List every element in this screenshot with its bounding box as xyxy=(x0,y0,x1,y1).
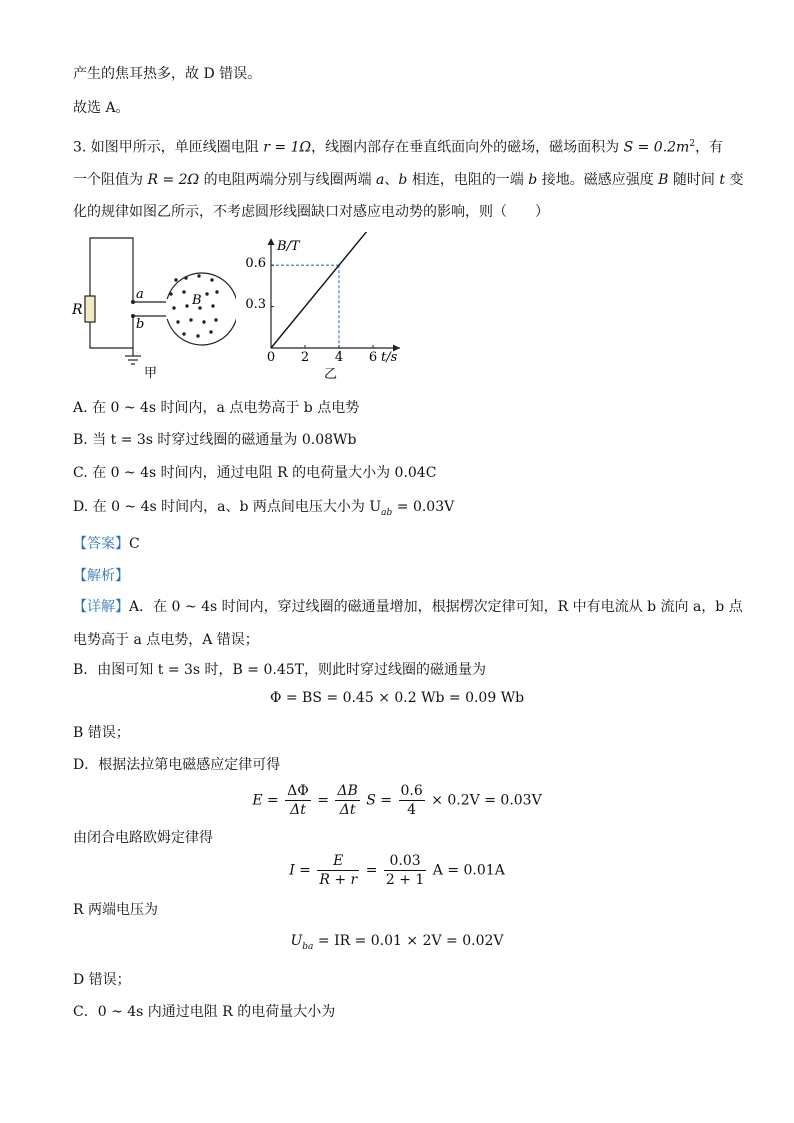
option-d: D. 在 0 ~ 4s 时间内，a、b 两点间电压大小为 $U_{ab} = 0.03V$ xyxy=(73,499,455,518)
solution-line: D．根据法拉第电磁感应定律可得 xyxy=(73,757,281,773)
equation-current: I = $\frac{E}{R + r}$ = $\frac{0.03}{2 + 1}$ A = 0.01A xyxy=(289,853,505,888)
option-c: C. 在 0 ~ 4s 时间内，通过电阻 R 的电荷量大小为 0.04C xyxy=(73,465,437,481)
tick-label-y-0.3: 0.3 xyxy=(245,297,266,312)
label-R: R xyxy=(72,302,83,318)
field-dot xyxy=(202,320,205,323)
field-dot xyxy=(209,330,212,333)
label-b: b xyxy=(136,317,145,332)
field-dot xyxy=(197,274,200,277)
answer-label: 【答案】 xyxy=(73,536,129,552)
tick-label-x-2: 2 xyxy=(300,350,310,365)
solution-line: D 错误； xyxy=(73,972,131,988)
field-dot xyxy=(211,304,214,307)
solution-line: B 错误； xyxy=(73,725,130,741)
question-line: 化的规律如图乙所示，不考虑圆形线圈缺口对感应电动势的影响，则（ ） xyxy=(73,204,549,220)
label-B: B xyxy=(192,293,202,308)
field-dot xyxy=(189,318,192,321)
field-dot xyxy=(182,290,185,293)
option-b: B. 当 t = 3s 时穿过线圈的磁通量为 0.08Wb xyxy=(73,432,357,448)
bt-chart xyxy=(240,232,410,384)
detail-label: 【详解】 xyxy=(73,599,129,615)
tick-label-x-0: 0 xyxy=(266,350,276,365)
label-jia: 甲 xyxy=(144,366,158,381)
option-a: A. 在 0 ~ 4s 时间内，a 点电势高于 b 点电势 xyxy=(73,400,360,416)
field-dot xyxy=(184,276,187,279)
solution-line: 由闭合电路欧姆定律得 xyxy=(73,830,213,846)
field-dot xyxy=(176,320,179,323)
field-dot xyxy=(182,332,185,335)
text-line: 产生的焦耳热多，故 D 错误。 xyxy=(73,66,262,82)
tick-label-x-4: 4 xyxy=(334,350,344,365)
label-yi: 乙 xyxy=(324,367,338,382)
field-dot xyxy=(205,292,208,295)
field-dot xyxy=(169,292,172,295)
field-dot xyxy=(210,278,213,281)
field-dot xyxy=(172,306,175,309)
y-axis-label: B/T xyxy=(277,239,300,254)
answer-value: C xyxy=(129,536,140,552)
question-line: 一个阻值为 R = 2Ω 的电阻两端分别与线圈两端 a、b 相连，电阻的一端 b 接地。磁感应强度 B 随时间 t 变 xyxy=(73,172,744,188)
field-dot xyxy=(174,278,177,281)
question-line: 3. 如图甲所示，单匝线圈电阻 r = 1Ω，线圈内部存在垂直纸面向外的磁场，磁场面积为 $S = 0.2m^2$，有 xyxy=(73,139,724,156)
field-dot xyxy=(185,304,188,307)
solution-line: B．由图可知 t = 3s 时，B = 0.45T，则此时穿过线圈的磁通量为 xyxy=(73,662,486,678)
field-dot xyxy=(196,334,199,337)
solution-line: R 两端电压为 xyxy=(73,902,158,918)
solution-line: C．0 ~ 4s 内通过电阻 R 的电荷量大小为 xyxy=(73,1004,336,1020)
label-a: a xyxy=(136,287,144,302)
circuit-figure xyxy=(66,228,236,388)
field-dot xyxy=(214,318,217,321)
resistor xyxy=(85,296,95,322)
tick-label-y-0.6: 0.6 xyxy=(245,256,266,271)
equation-flux: Φ = BS = 0.45 × 0.2 Wb = 0.09 Wb xyxy=(269,690,525,706)
x-axis-label: t/s xyxy=(381,350,398,365)
tick-label-x-6: 6 xyxy=(368,350,378,365)
equation-voltage: $U_{ba}$ = IR = 0.01 × 2V = 0.02V xyxy=(290,933,504,952)
field-dot xyxy=(215,290,218,293)
analysis-label: 【解析】 xyxy=(73,568,129,584)
equation-emf: E = $\frac{\Delta\Phi}{\Delta t}$ = $\frac{\Delta B}{\Delta t}$ S = $\frac{0.6}{4}$ × 0.2V = 0.03V xyxy=(252,783,542,818)
solution-line: 电势高于 a 点电势，A 错误； xyxy=(73,632,259,648)
text-line: 故选 A。 xyxy=(73,100,130,116)
answer-line xyxy=(73,534,140,554)
solution-line: 【详解】A．在 0 ~ 4s 时间内，穿过线圈的磁通量增加，根据楞次定律可知，R 中有电流从 b 流向 a，b 点 xyxy=(73,599,743,615)
